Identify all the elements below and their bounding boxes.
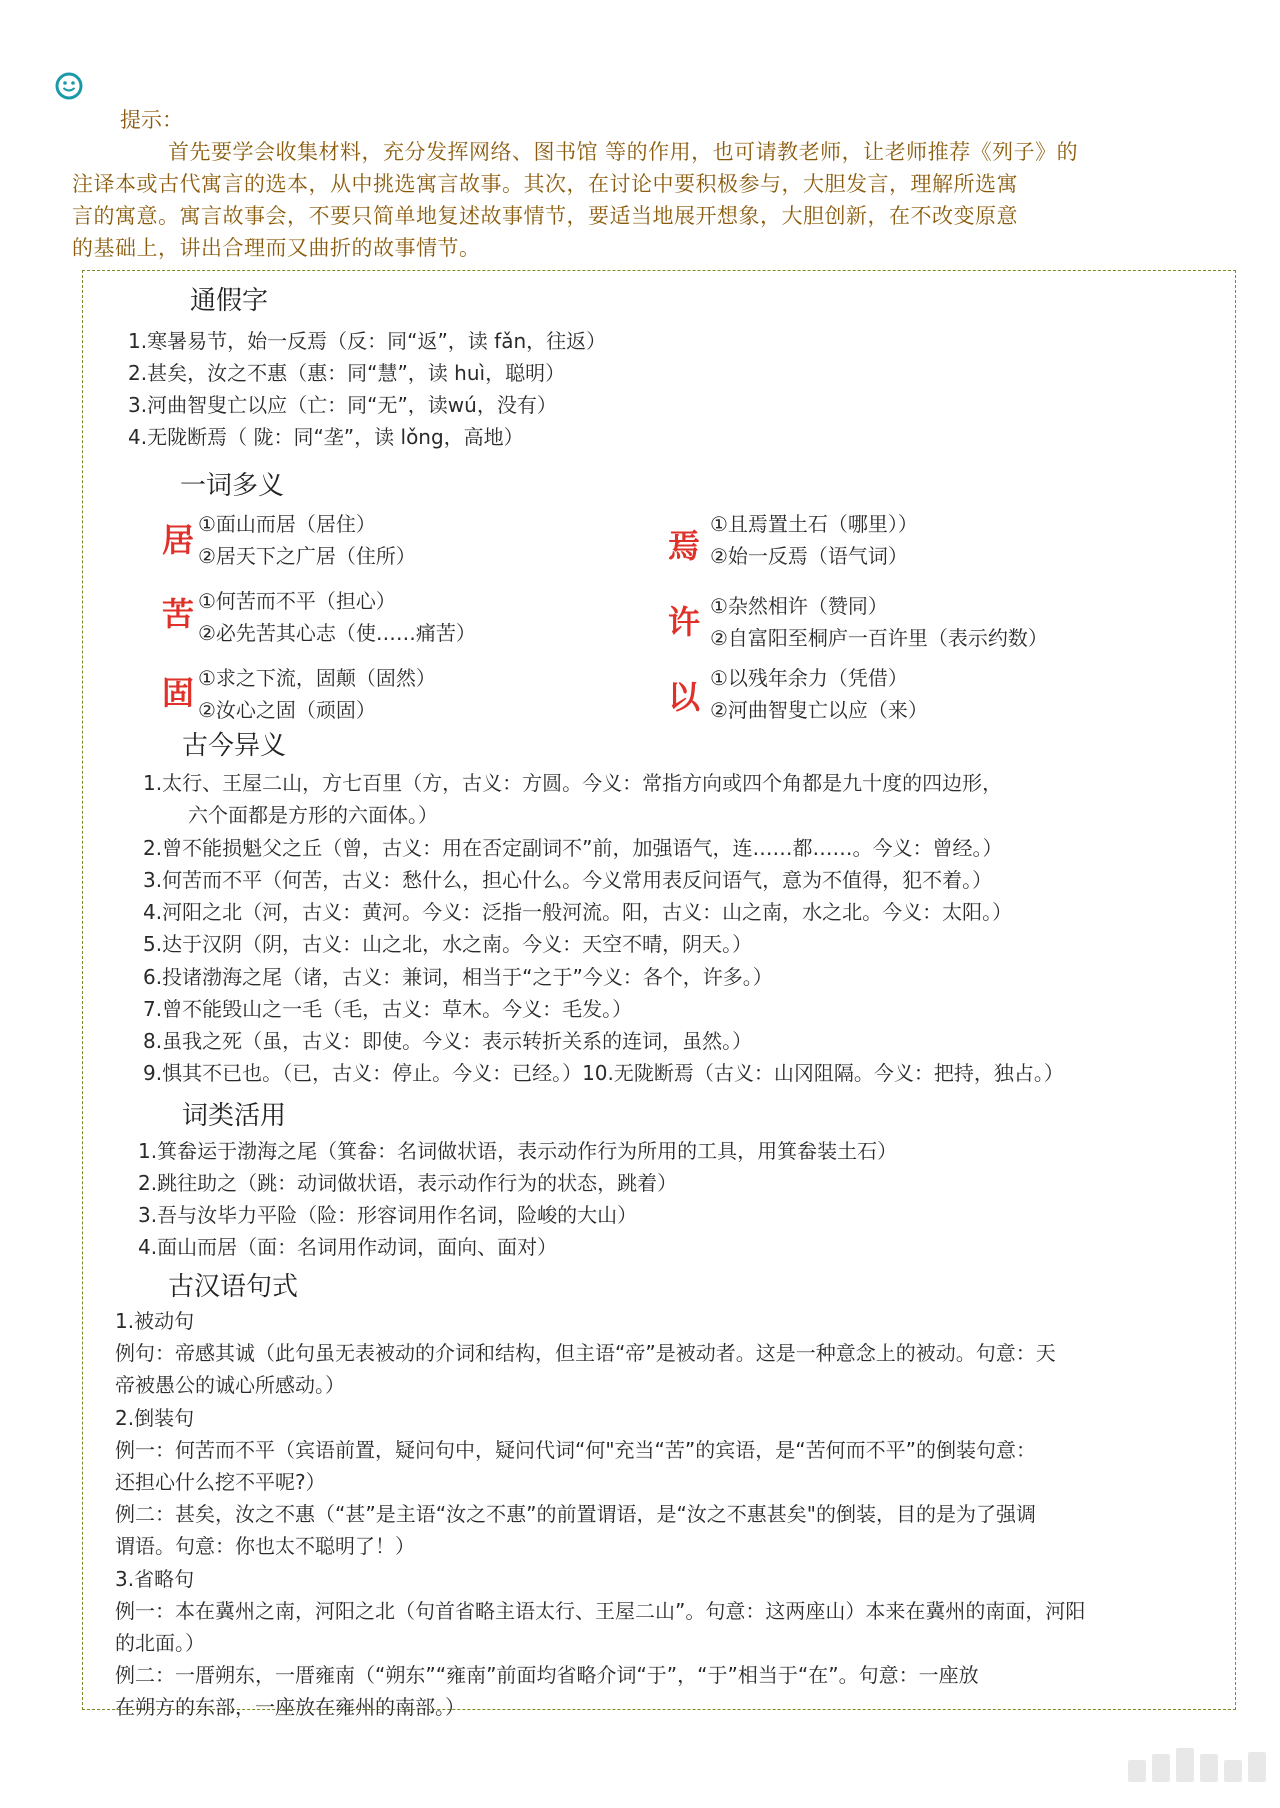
duoyi-yan-meaning-1: ①且焉置土石（哪里））	[710, 512, 918, 536]
duoyi-ku-meaning-1: ①何苦而不平（担心）	[198, 589, 396, 613]
duoyi-gu-meaning-1: ①求之下流，固颠（固然）	[198, 666, 436, 690]
gujin-item-4: 4.河阳之北（河，古义：黄河。今义：泛指一般河流。阳，古义：山之南，水之北。今义：太阳。）	[143, 900, 1013, 924]
duoyi-word-ku: 苦	[162, 595, 195, 633]
duoyi-gu-meaning-2: ②汝心之固（顽固）	[198, 698, 376, 722]
gujin-item-2: 2.曾不能损魁父之丘（曾，古义：用在否定副词不”前，加强语气，连……都……。今义：曾经。）	[143, 836, 1003, 860]
duoyi-word-yan: 焉	[668, 527, 701, 565]
duoyi-heading: 一词多义	[180, 471, 285, 501]
duoyi-xu-meaning-1: ①杂然相许（赞同）	[710, 594, 888, 618]
tip-line-2: 注译本或古代寓言的选本，从中挑选寓言故事。其次，在讨论中要积极参与，大胆发言，理解所选寓	[72, 172, 1018, 196]
gujin-heading: 古今异义	[182, 731, 287, 761]
gujin-item-8: 8.虽我之死（虽，古义：即使。今义：表示转折关系的连词，虽然。）	[143, 1029, 753, 1053]
jushi-line-7: 例二：甚矣，汝之不惠（“甚”是主语“汝之不惠”的前置谓语，是“汝之不惠甚矣"的倒装，目的是为了强调	[115, 1502, 1037, 1526]
duoyi-word-gu: 固	[162, 674, 195, 712]
tongjiazi-item-4: 4.无陇断焉（ 陇：同“垄”，读 lǒng，高地）	[128, 425, 524, 449]
cilei-item-4: 4.面山而居（面：名词用作动词，面向、面对）	[138, 1235, 558, 1259]
jushi-line-9: 3.省略句	[115, 1567, 195, 1591]
jushi-line-3: 帝被愚公的诚心所感动。）	[115, 1373, 345, 1397]
jushi-line-6: 还担心什么挖不平呢?）	[115, 1470, 326, 1494]
jushi-line-5: 例一：何苦而不平（宾语前置，疑问句中，疑问代词“何"充当“苦”的宾语，是“苦何而不平”的倒装句意：	[115, 1438, 1037, 1462]
gujin-item-5: 5.达于汉阴（阴，古义：山之北，水之南。今义：天空不晴，阴天。）	[143, 932, 753, 956]
duoyi-word-ju: 居	[162, 521, 195, 559]
duoyi-yi-meaning-2: ②河曲智叟亡以应（来）	[710, 698, 928, 722]
duoyi-ju-meaning-2: ②居天下之广居（住所）	[198, 544, 416, 568]
smiley-face-icon	[55, 72, 83, 100]
jushi-line-8: 谓语。句意：你也太不聪明了！）	[115, 1534, 415, 1558]
gujin-item-1: 1.太行、王屋二山，方七百里（方，古义：方圆。今义：常指方向或四个角都是九十度的四边形，	[143, 771, 1003, 795]
duoyi-xu-meaning-2: ②自富阳至桐庐一百许里（表示约数）	[710, 626, 1048, 650]
cilei-item-3: 3.吾与汝毕力平险（险：形容词用作名词，险峻的大山）	[138, 1203, 638, 1227]
jushi-line-10: 例一：本在冀州之南，河阳之北（句首省略主语太行、王屋二山”。句意：这两座山）本来在冀州的南面，河阳	[115, 1599, 1086, 1623]
cilei-item-1: 1.箕畚运于渤海之尾（箕畚：名词做状语，表示动作行为所用的工具，用箕畚装土石）	[138, 1139, 898, 1163]
duoyi-word-yi: 以	[668, 678, 701, 716]
tip-label: 提示：	[120, 108, 183, 132]
jushi-line-11: 的北面。）	[115, 1631, 205, 1655]
gujin-item-6: 6.投诸渤海之尾（诸，古义：兼词，相当于“之于”今义：各个，许多。）	[143, 965, 773, 989]
jushi-line-4: 2.倒装句	[115, 1406, 195, 1430]
cilei-item-2: 2.跳往助之（跳：动词做状语，表示动作行为的状态，跳着）	[138, 1171, 678, 1195]
cilei-heading: 词类活用	[182, 1101, 287, 1131]
gujin-item-1-cont: 六个面都是方形的六面体。）	[188, 803, 438, 827]
tip-paragraph	[72, 136, 1210, 264]
tongjiazi-item-2: 2.甚矣，汝之不惠（惠：同“慧”，读 huì，聪明）	[128, 361, 566, 385]
decorative-bars	[1128, 1742, 1268, 1782]
gujin-item-7: 7.曾不能毁山之一毛（毛，古义：草木。今义：毛发。）	[143, 997, 633, 1021]
gujin-item-3: 3.何苦而不平（何苦，古义：愁什么，担心什么。今义常用表反问语气，意为不值得，犯不着。）	[143, 868, 993, 892]
duoyi-ku-meaning-2: ②必先苦其心志（使……痛苦）	[198, 621, 476, 645]
jushi-heading: 古汉语句式	[168, 1272, 299, 1302]
tongjiazi-heading: 通假字	[190, 286, 269, 316]
jushi-line-13: 在朔方的东部，一座放在雍州的南部。）	[115, 1695, 465, 1719]
tip-line-1: 首先要学会收集材料，充分发挥网络、图书馆 等的作用，也可请教老师，让老师推荐《列子》的	[168, 140, 1079, 164]
jushi-line-2: 例句：帝感其诚（此句虽无表被动的介词和结构，但主语“帝”是被动者。这是一种意念上的被动。句意：天	[115, 1341, 1056, 1365]
jushi-line-1: 1.被动句	[115, 1309, 195, 1333]
duoyi-word-xu: 许	[668, 603, 701, 641]
duoyi-ju-meaning-1: ①面山而居（居住）	[198, 512, 376, 536]
tongjiazi-item-1: 1.寒暑易节，始一反焉（反：同“返”，读 fǎn，往返）	[128, 329, 607, 353]
jushi-line-12: 例二：一厝朔东，一厝雍南（“朔东”“雍南”前面均省略介词“于”，“于”相当于“在”。句意：一座放	[115, 1663, 979, 1687]
gujin-item-9-10: 9.惧其不已也。（已，古义：停止。今义：已经。）10.无陇断焉（古义：山冈阻隔。今义：把持，独占。）	[143, 1061, 1064, 1085]
tip-line-4: 的基础上，讲出合理而又曲折的故事情节。	[72, 236, 481, 260]
duoyi-yan-meaning-2: ②始一反焉（语气词）	[710, 544, 908, 568]
tip-line-3: 言的寓意。寓言故事会，不要只简单地复述故事情节，要适当地展开想象，大胆创新，在不改变原意	[72, 204, 1018, 228]
tongjiazi-item-3: 3.河曲智叟亡以应（亡：同“无”，读wú，没有）	[128, 393, 557, 417]
duoyi-yi-meaning-1: ①以残年余力（凭借）	[710, 666, 908, 690]
